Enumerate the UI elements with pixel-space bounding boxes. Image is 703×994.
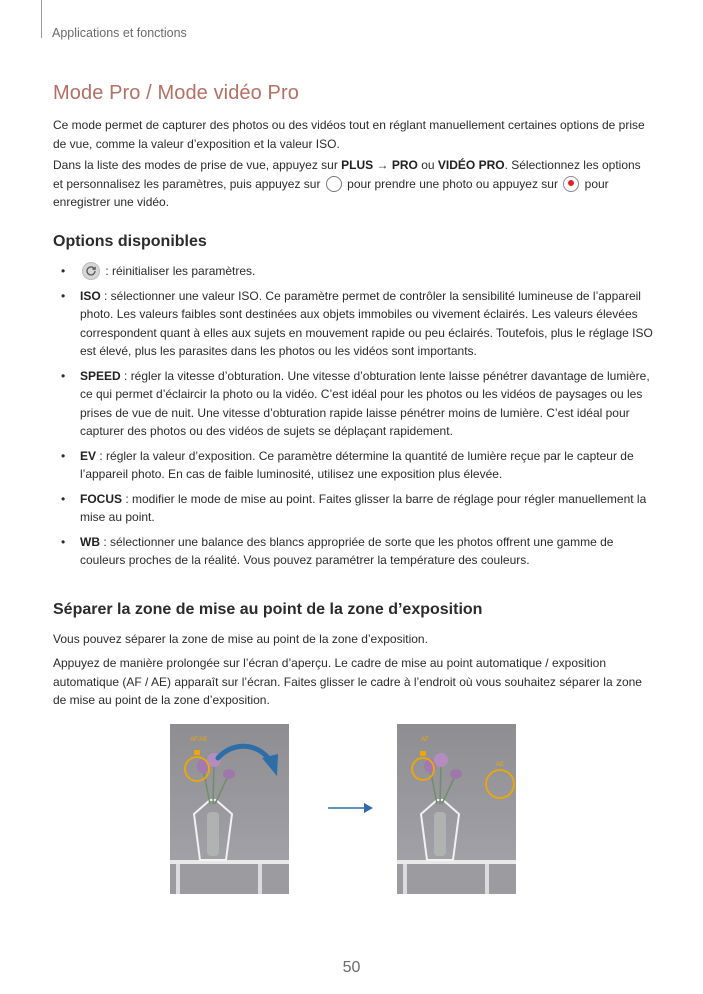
af-label: AF [421, 737, 429, 743]
page-title: Mode Pro / Mode vidéo Pro [53, 82, 299, 104]
instruction-paragraph: Dans la liste des modes de prise de vue, appuyez sur PLUS → PRO ou VIDÉO PRO. Sélectionnez les options et personnalisez les paramètres, puis appuyez sur pour prendre une photo ou appuyez sur pour enregistrer une vidéo. [53, 158, 641, 209]
next-arrow-icon [328, 802, 374, 814]
list-item-focus: • FOCUS : modifier le mode de mise au point. Faites glisser la barre de réglage pour régler manuellement la mise au point. [61, 491, 647, 524]
list-item-reset: • : réinitialiser les paramètres. [61, 264, 256, 278]
pro-label: PRO [391, 158, 418, 172]
separate-paragraph-1: Vous pouvez séparer la zone de mise au point de la zone d’exposition. [53, 632, 428, 646]
ae-label: AE [496, 762, 505, 768]
list-item-speed: • SPEED : régler la vitesse d’obturation. Une vitesse d’obturation lente laisse pénétrer davantage de lumière, ce qui permet d’éclaircir la photo ou la vidéo. C’est idéal pour les photos ou les vidéos de paysages ou les prises de vue de nuit. Une vitesse d’obturation rapide laisse pénétrer moins de lumière. C’est idéal pour capturer des photos ou des vidéos de sujets se déplaçant rapidement. [61, 368, 650, 438]
intro-paragraph: Ce mode permet de capturer des photos ou des vidéos tout en réglant manuellement certaines options de prise de vue, comme la valeur d’exposition et la valeur ISO. [53, 118, 645, 151]
record-icon [563, 176, 579, 192]
plus-label: PLUS [341, 158, 374, 172]
reset-icon [82, 262, 100, 280]
separate-heading: Séparer la zone de mise au point de la zone d’exposition [53, 601, 483, 618]
list-item-ev: • EV : régler la valeur d’exposition. Ce paramètre détermine la quantité de lumière reçue par le capteur de l’appareil photo. En cas de faible luminosité, utilisez une exposition plus élevée. [61, 448, 634, 481]
list-item-wb: • WB : sélectionner une balance des blancs appropriée de sorte que les photos offrent une gamme de couleurs proches de la réalité. Vous pouvez paramétrer la température des couleurs. [61, 534, 614, 567]
separate-paragraph-2: Appuyez de manière prolongée sur l’écran d’aperçu. Le cadre de mise au point automatique / exposition automatique (AF / AE) apparaît sur l’écran. Faites glisser le cadre à l’endroit où vous souhaitez séparer la zone de mise au point de la zone d’exposition. [53, 656, 642, 707]
af-ae-label: AF/AE [190, 737, 208, 743]
list-item-iso: • ISO : sélectionner une valeur ISO. Ce paramètre permet de contrôler la sensibilité lumineuse de l’appareil photo. Les valeurs faibles sont destinées aux objets immobiles ou vivement éclairés. Les valeurs élevées correspondent quant à elles aux sujets en mouvement rapide ou peu éclairés. Toutefois, plus le réglage ISO est élevé, plus les parasites dans les photos ou les vidéos sont importants. [61, 288, 653, 358]
preview-after [397, 724, 516, 894]
drag-arrow-icon [214, 738, 284, 780]
video-pro-label: VIDÉO PRO [437, 158, 505, 172]
shutter-icon [326, 176, 342, 192]
focus-exposure-figure [170, 724, 532, 894]
page-number: 50 [342, 959, 361, 976]
options-heading: Options disponibles [53, 233, 207, 250]
options-list [53, 262, 653, 576]
running-header: Applications et fonctions [52, 26, 187, 40]
corner-mark [41, 0, 42, 38]
